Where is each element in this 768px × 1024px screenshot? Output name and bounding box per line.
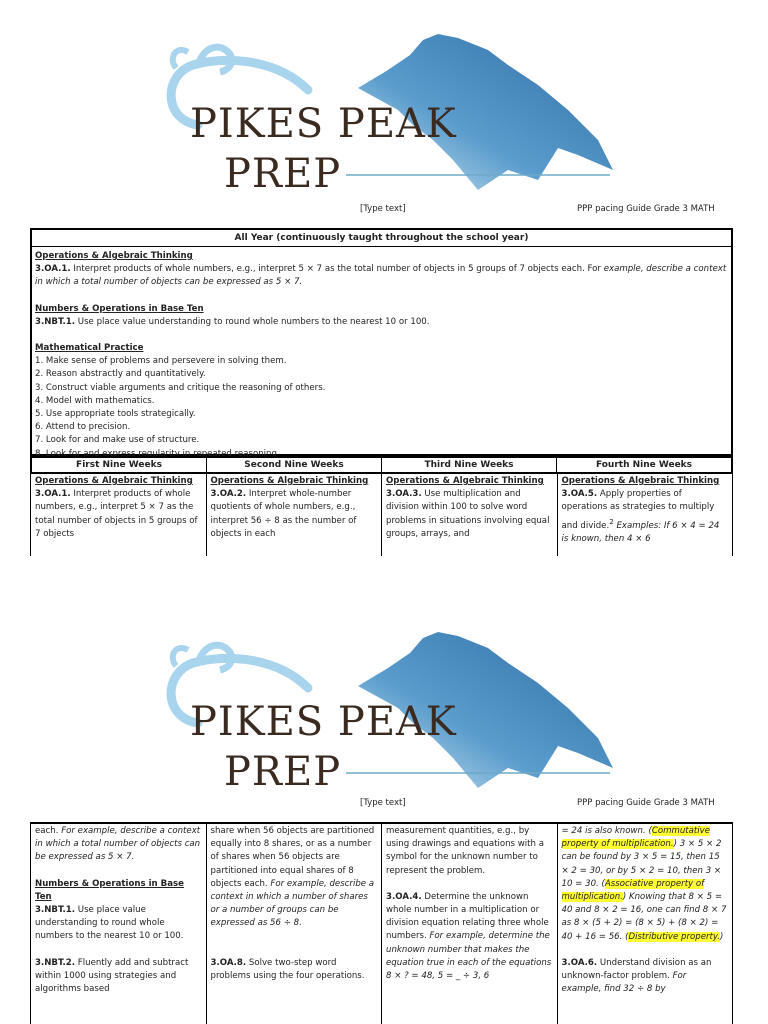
page-2 (0, 600, 768, 1024)
practice-item: 6. Attend to precision. (35, 422, 131, 433)
quarter-headers (30, 456, 733, 474)
first-nine-weeks-cell: each. For example, describe a context in which a total number of objects can be expressed as 5 × 7. Numbers & Operations in Base Ten 3.NBT.1. Use place value understanding to round whole numbers to the nearest 10 or 100. 3.NBT.2. Fluently add and subtract within 1000 using strategies and algorithms based (31, 824, 207, 1024)
practice-item: 8. Look for and express regularity in repeated reasoning. (35, 448, 280, 459)
logo-title: PIKES PEAK (190, 699, 457, 745)
quarter-header-first: First Nine Weeks (32, 458, 207, 472)
header-left: [Type text] (360, 204, 406, 214)
quarter-header-third: Third Nine Weeks (382, 458, 557, 472)
school-logo (158, 30, 618, 205)
practice-item: 5. Use appropriate tools strategically. (35, 409, 196, 420)
second-nine-weeks-cell: Operations & Algebraic Thinking 3.OA.2. Interpret whole-number quotients of whole numbers, e.g., interpret 56 ÷ 8 as the number of objects in each (207, 474, 383, 556)
third-nine-weeks-cell: measurement quantities, e.g., by using drawings and equations with a symbol for the unknown number to represent the problem. 3.OA.4. Determine the unknown whole number in a multiplication or division equation relating three whole numbers. For example, determine the unknown number that makes the equation true in each of the equations 8 × ? = 48, 5 = _ ÷ 3, 6 (382, 824, 558, 1024)
practice-item: 1. Make sense of problems and persevere in solving them. (35, 356, 287, 367)
oa-standard: 3.OA.1. Interpret products of whole numbers, e.g., interpret 5 × 7 as the total number of objects in 5 groups of 7 objects each. For example, describe a context in which a total number of objects can be expressed as 5 × 7. (35, 264, 727, 288)
practice-item: 7. Look for and make use of structure. (35, 435, 200, 446)
logo-title: PIKES PEAK (190, 101, 457, 147)
header-right: PPP pacing Guide Grade 3 MATH (577, 798, 715, 808)
all-year-box (30, 228, 733, 459)
header-right: PPP pacing Guide Grade 3 MATH (577, 204, 715, 214)
nbt-heading: Numbers & Operations in Base Ten (35, 303, 204, 314)
third-nine-weeks-cell: Operations & Algebraic Thinking 3.OA.3. Use multiplication and division within 100 to solve word problems in situations involving equal groups, arrays, and (382, 474, 558, 556)
quarter-header-fourth: Fourth Nine Weeks (595, 460, 693, 470)
oa-heading: Operations & Algebraic Thinking (35, 251, 193, 261)
quarter-columns-page1 (30, 474, 733, 556)
logo-subtitle: PREP (224, 151, 342, 197)
associative-highlight: Associative property of multiplication. (561, 878, 705, 903)
nbt-standard: 3.NBT.1. Use place value understanding to round whole numbers to the nearest 10 or 100. (35, 316, 430, 327)
commutative-highlight: Commutative property of multiplication. (561, 826, 711, 850)
second-nine-weeks-cell: share when 56 objects are partitioned equally into 8 shares, or as a number of shares when 56 objects are partitioned into equal shares of 8 objects each. For example, describe a context in which a number of shares or a number of groups can be expressed as 56 ÷ 8. 3.OA.8. Solve two-step word problems using the four operations. (207, 824, 383, 1024)
mp-heading: Mathematical Practice (35, 343, 144, 354)
fourth-nine-weeks-cell: = 24 is also known. (Commutative property of multiplication.) 3 × 5 × 2 can be found by 3 × 5 = 15, then 15 × 2 = 30, or by 5 × 2 = 10, then 3 × 10 = 30. (Associative property of multiplication.) Knowing that 8 × 5 = 40 and 8 × 2 = 16, one can find 8 × 7 as 8 × (5 + 2) = (8 × 5) + (8 × 2) = 40 + 16 = 56. (Distributive property.) 3.OA.6. Understand division as an unknown-factor problem. For example, find 32 ÷ 8 by (561, 826, 727, 995)
all-year-title: All Year (continuously taught throughout the school year) (32, 230, 731, 247)
practice-item: 3. Construct viable arguments and critique the reasoning of others. (35, 382, 326, 393)
quarter-header-second: Second Nine Weeks (207, 458, 382, 472)
distributive-highlight: Distributive property. (628, 931, 721, 942)
practice-item: 4. Model with mathematics. (35, 395, 155, 406)
first-nine-weeks-cell: Operations & Algebraic Thinking 3.OA.1. Interpret products of whole numbers, e.g., interpret 5 × 7 as the total number of objects in 5 groups of 7 objects (31, 474, 207, 556)
practice-item: 2. Reason abstractly and quantitatively. (35, 369, 206, 380)
fourth-nine-weeks-cell: Operations & Algebraic Thinking 3.OA.5. Apply properties of operations as strategies to multiply and divide.$^2$ Examples: If 6 × 4 = 24 is known, then 4 × 6 (561, 476, 720, 544)
school-logo (158, 628, 618, 803)
header-left: [Type text] (360, 798, 406, 808)
quarter-columns-page2 (30, 822, 733, 1024)
logo-subtitle: PREP (224, 749, 342, 795)
